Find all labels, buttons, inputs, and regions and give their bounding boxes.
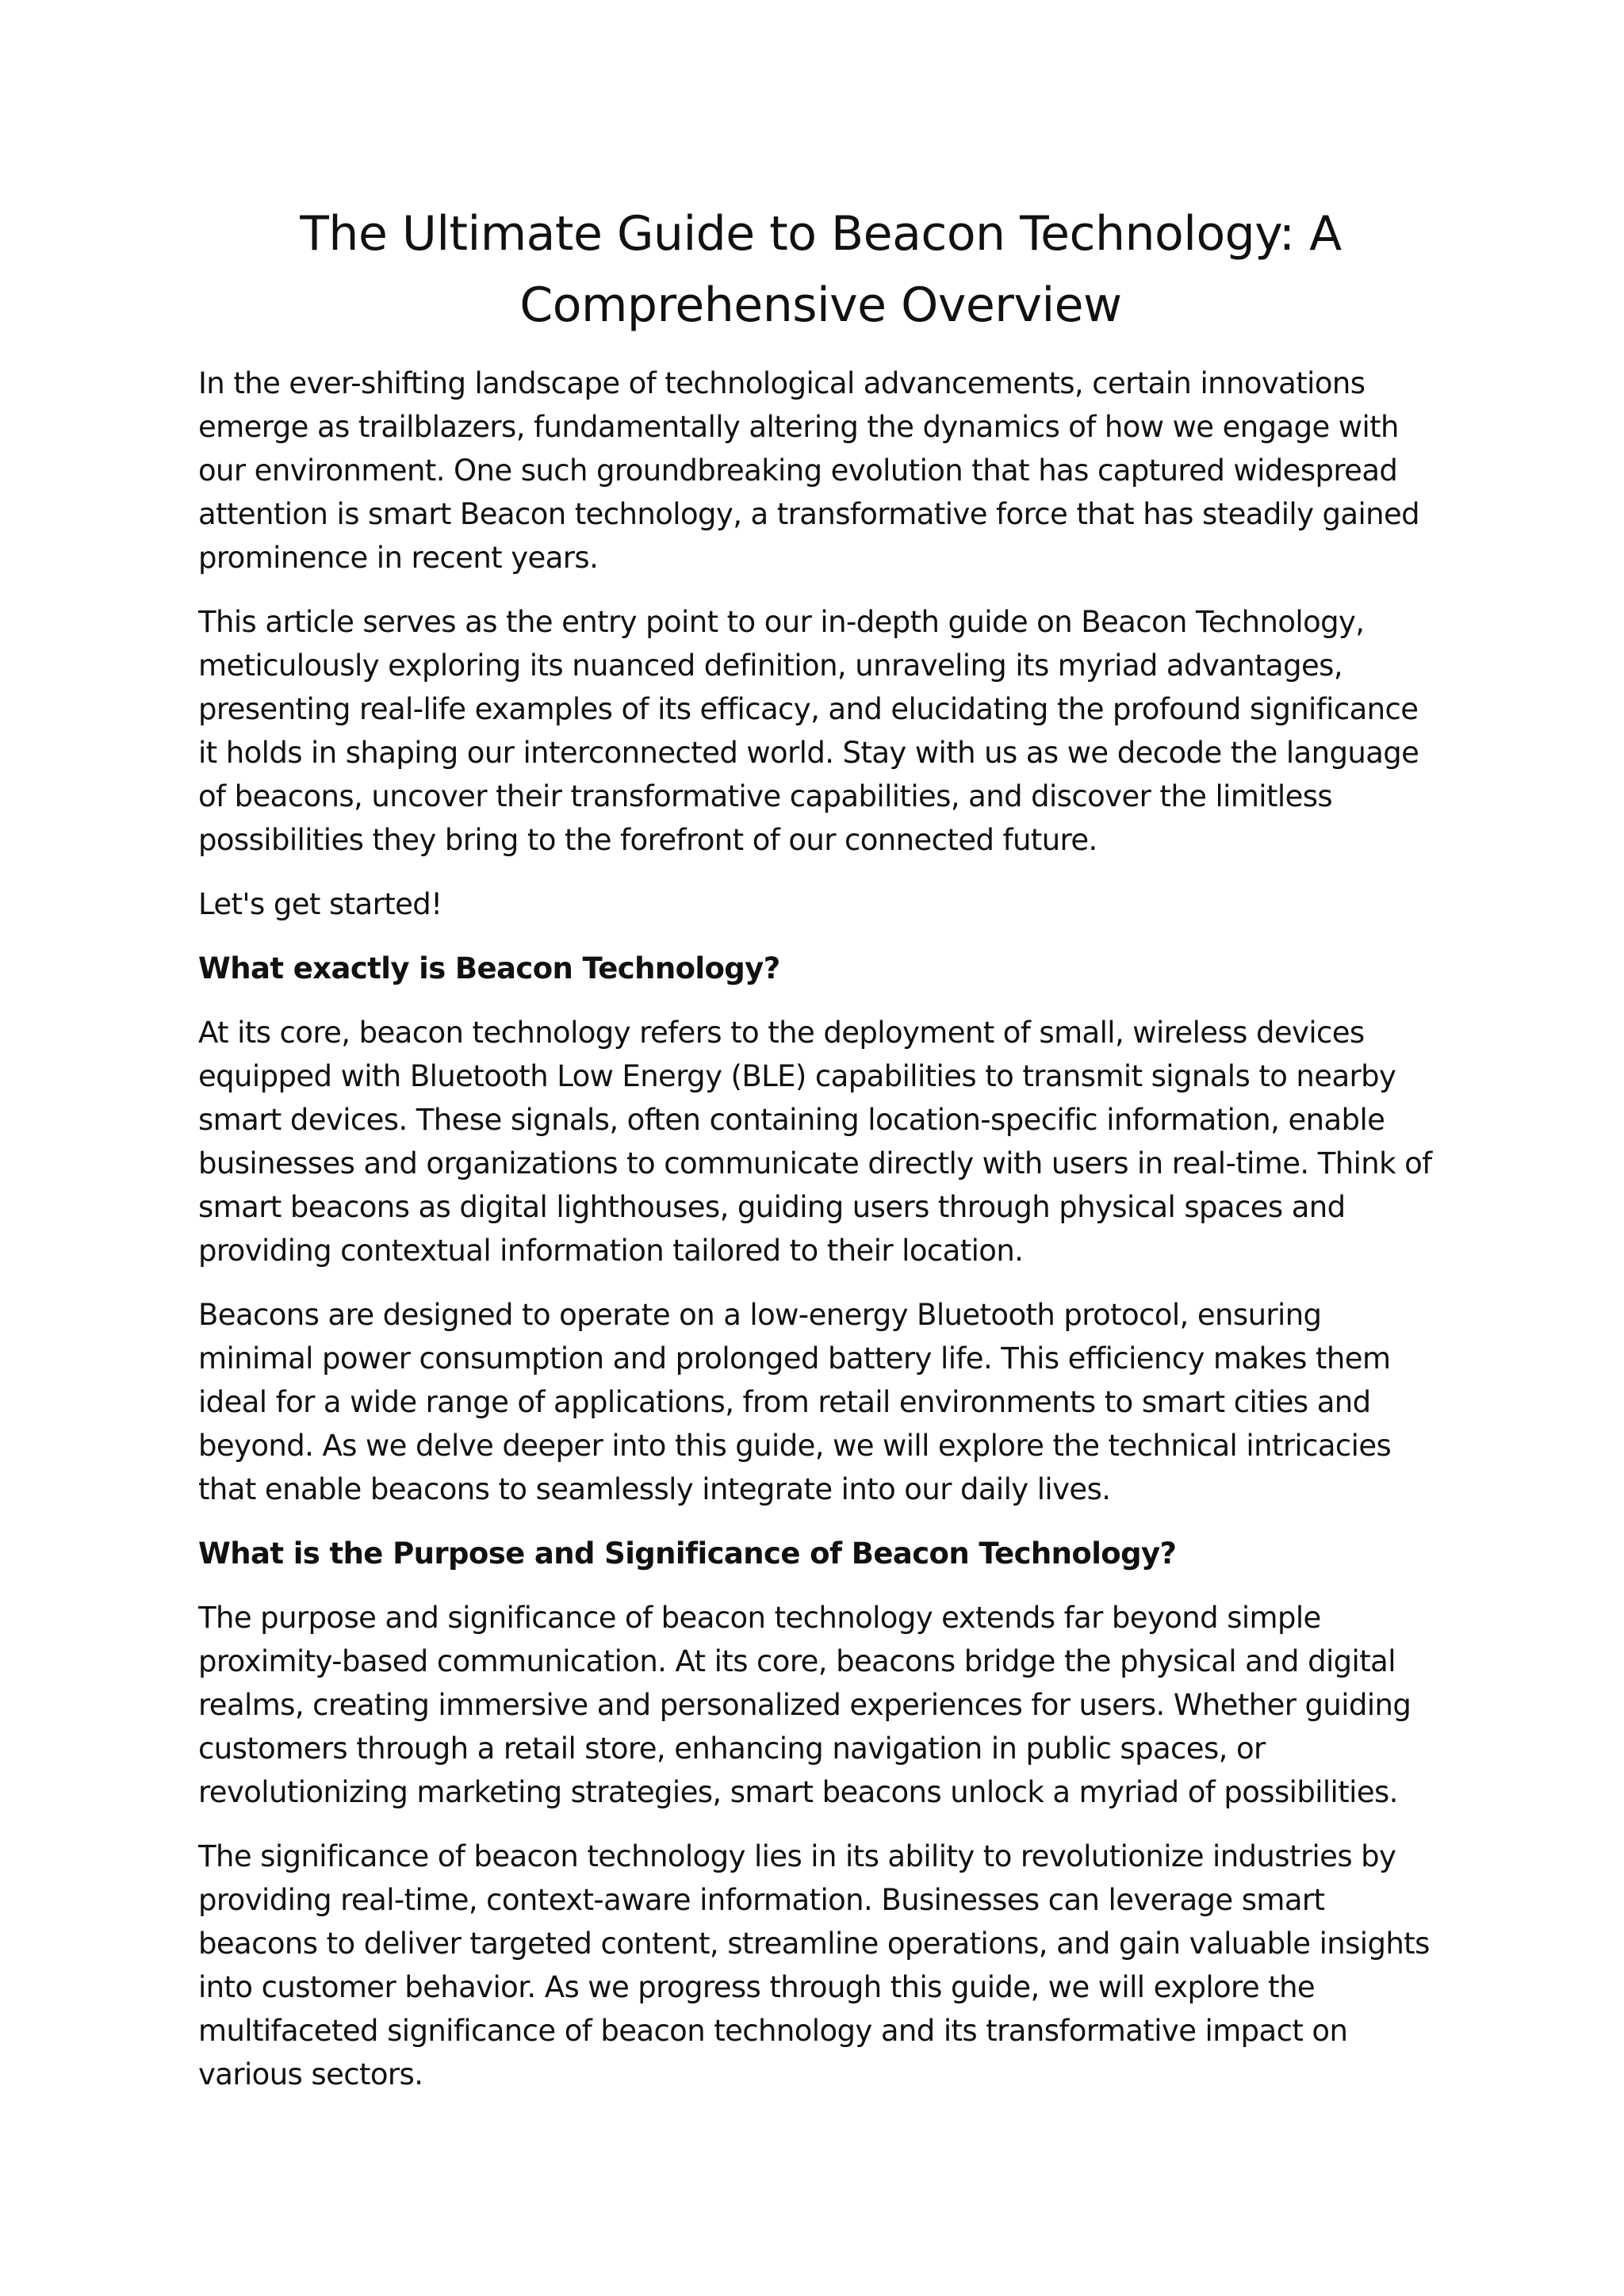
intro-paragraph-3: Let's get started! <box>198 887 442 921</box>
document-body <box>198 198 1443 2117</box>
section-heading-what-is-beacon: What exactly is Beacon Technology? <box>198 951 780 985</box>
section-1-paragraph-1: At its core, beacon technology refers to the deployment of small, wireless devices equipped with Bluetooth Low Energy (BLE) capabilities to transmit signals to nearby smart devices. These signals, often containing location-specific information, enable businesses and organizations to communicate directly with users in real-time. Think of smart beacons as digital lighthouses, guiding users through physical spaces and providing contextual information tailored to their location. <box>198 1016 1432 1268</box>
intro-paragraph-2: This article serves as the entry point to our in-depth guide on Beacon Technology, meticulously exploring its nuanced definition, unraveling its myriad advantages, presenting real-life examples of its efficacy, and elucidating the profound significance it holds in shaping our interconnected world. Stay with us as we decode the language of beacons, uncover their transformative capabilities, and discover the limitless possibilities they bring to the forefront of our connected future. <box>198 605 1419 857</box>
section-heading-purpose-significance: What is the Purpose and Significance of Beacon Technology? <box>198 1536 1177 1571</box>
intro-paragraph-1: In the ever-shifting landscape of technological advancements, certain innovations emerge as trailblazers, fundamentally altering the dynamics of how we engage with our environment. One such groundbreaking evolution that has captured widespread attention is smart Beacon technology, a transformative force that has steadily gained prominence in recent years. <box>198 366 1420 575</box>
section-1-paragraph-2: Beacons are designed to operate on a low-energy Bluetooth protocol, ensuring minimal power consumption and prolonged battery life. This efficiency makes them ideal for a wide range of applications, from retail environments to smart cities and beyond. As we delve deeper into this guide, we will explore the technical intricacies that enable beacons to seamlessly integrate into our daily lives. <box>198 1298 1392 1506</box>
section-2-paragraph-2: The significance of beacon technology lies in its ability to revolutionize industries by providing real-time, context-aware information. Businesses can leverage smart beacons to deliver targeted content, streamline operations, and gain valuable insights into customer behavior. As we progress through this guide, we will explore the multifaceted significance of beacon technology and its transformative impact on various sectors. <box>198 1839 1430 2091</box>
section-2-paragraph-1: The purpose and significance of beacon technology extends far beyond simple proximity-based communication. At its core, beacons bridge the physical and digital realms, creating immersive and personalized experiences for users. Whether guiding customers through a retail store, enhancing navigation in public spaces, or revolutionizing marketing strategies, smart beacons unlock a myriad of possibilities. <box>198 1601 1411 1809</box>
page-title: The Ultimate Guide to Beacon Technology: A Comprehensive Overview <box>300 206 1342 333</box>
